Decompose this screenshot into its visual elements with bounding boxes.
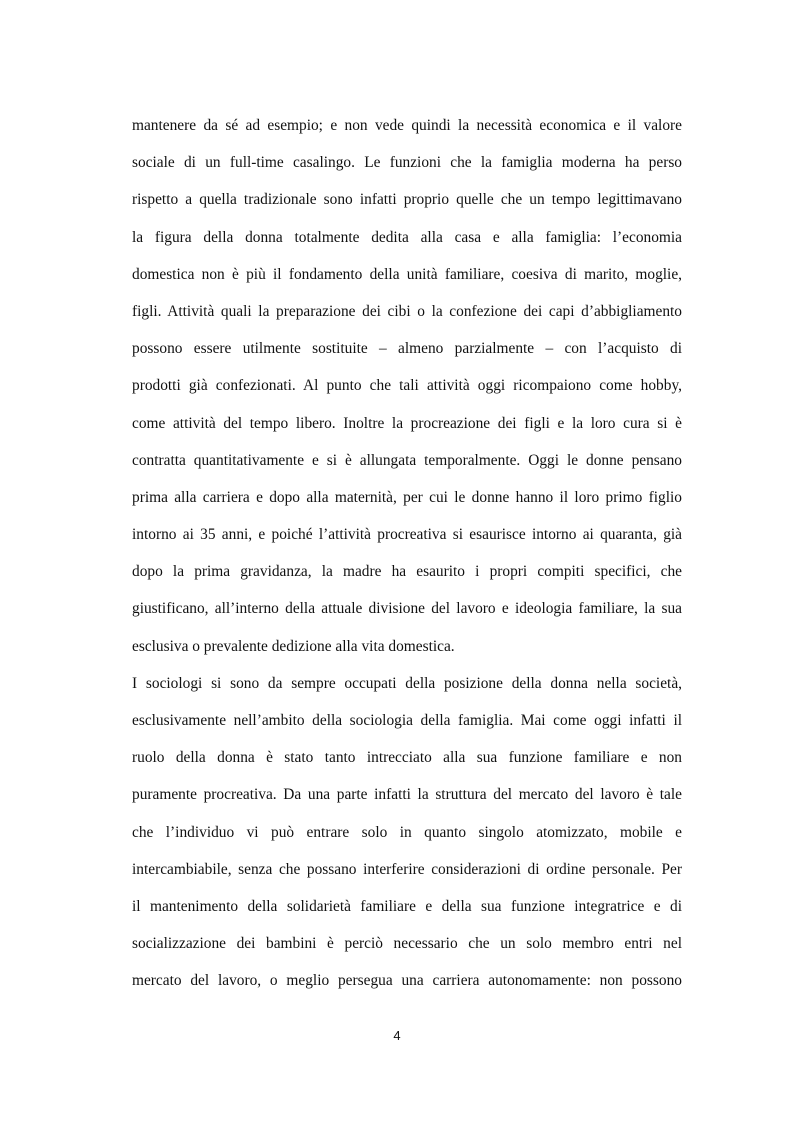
text-line: mantenere da sé ad esempio; e non vede quindi la necessità economica e il valore: [132, 117, 682, 134]
text-line: rispetto a quella tradizionale sono infatti proprio quelle che un tempo legittimavano: [132, 191, 682, 209]
text-line: come attività del tempo libero. Inoltre la procreazione dei figli e la loro cura si è: [132, 414, 682, 432]
text-line: contratta quantitativamente e si è allungata temporalmente. Oggi le donne pensano: [132, 451, 682, 469]
paragraph-2: [132, 665, 682, 1000]
text-line: che l’individuo vi può entrare solo in quanto singolo atomizzato, mobile e: [132, 823, 682, 841]
text-line: dopo la prima gravidanza, la madre ha esaurito i propri compiti specifici, che: [132, 563, 682, 581]
text-line: mercato del lavoro, o meglio persegua una carriera autonomamente: non possono: [132, 972, 682, 990]
page-number: 4: [393, 1028, 401, 1043]
text-line: sociale di un full-time casalingo. Le funzioni che la famiglia moderna ha perso: [132, 154, 682, 172]
text-line: intercambiabile, senza che possano interferire considerazioni di ordine personale. Per: [132, 860, 682, 878]
text-line: esclusivamente nell’ambito della sociologia della famiglia. Mai come oggi infatti il: [132, 712, 682, 729]
text-line: prodotti già confezionati. Al punto che tali attività oggi ricompaiono come hobby,: [132, 377, 682, 395]
text-line: possono essere utilmente sostituite – almeno parzialmente – con l’acquisto di: [132, 340, 682, 358]
text-line: esclusiva o prevalente dedizione alla vita domestica.: [132, 637, 455, 655]
text-line: domestica non è più il fondamento della unità familiare, coesiva di marito, moglie,: [132, 265, 682, 283]
text-line: figli. Attività quali la preparazione dei cibi o la confezione dei capi d’abbigliamento: [132, 302, 682, 320]
text-line: giustificano, all’interno della attuale divisione del lavoro e ideologia familiare, la sua: [132, 600, 682, 618]
text-line: puramente procreativa. Da una parte infatti la struttura del mercato del lavoro è tale: [132, 786, 682, 804]
text-line: intorno ai 35 anni, e poiché l’attività procreativa si esaurisce intorno ai quaranta, già: [132, 526, 682, 544]
text-line: I sociologi si sono da sempre occupati della posizione della donna nella società,: [132, 674, 682, 692]
body-text: [132, 107, 682, 1000]
text-line: la figura della donna totalmente dedita alla casa e alla famiglia: l’economia: [132, 228, 682, 246]
paragraph-1: [132, 107, 682, 665]
text-line: socializzazione dei bambini è perciò necessario che un solo membro entri nel: [132, 935, 682, 953]
text-line: il mantenimento della solidarietà familiare e della sua funzione integratrice e di: [132, 897, 682, 915]
text-line: prima alla carriera e dopo alla maternità, per cui le donne hanno il loro primo figlio: [132, 488, 682, 506]
text-line: ruolo della donna è stato tanto intrecciato alla sua funzione familiare e non: [132, 749, 682, 767]
